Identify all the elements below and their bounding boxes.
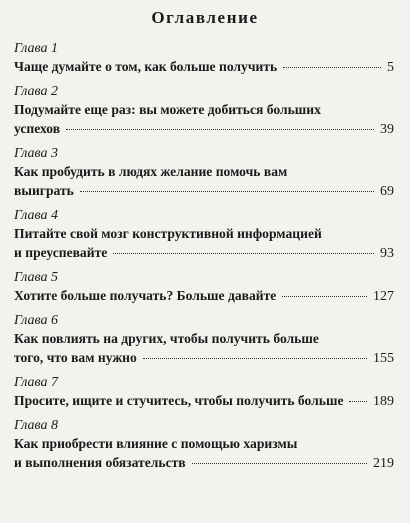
chapter-title: Как повлиять на других, чтобы получить больше: [14, 331, 319, 346]
toc-line: [14, 57, 396, 77]
chapter-title-continued: и преуспевайте: [14, 245, 108, 260]
chapter-label: Глава 5: [14, 270, 58, 285]
dot-leader: [192, 463, 367, 464]
dot-leader: [80, 191, 374, 192]
chapter-label: Глава 4: [14, 208, 58, 223]
dot-leader: [283, 67, 381, 68]
toc-title: Оглавление: [151, 8, 259, 27]
dot-leader: [66, 129, 374, 130]
page-number: 155: [373, 351, 394, 366]
toc-line: [14, 286, 396, 306]
toc-entry-2: [14, 83, 396, 139]
dot-leader: [143, 358, 367, 359]
toc-line: [14, 391, 396, 411]
page-number: 69: [380, 184, 394, 199]
toc-line: [14, 453, 396, 473]
page-number: 39: [380, 122, 394, 137]
dot-leader: [349, 401, 367, 402]
chapter-title: Как пробудить в людях желание помочь вам: [14, 164, 288, 179]
dot-leader: [113, 253, 374, 254]
toc-entry-1: [14, 40, 396, 77]
chapter-label: Глава 8: [14, 418, 58, 433]
chapter-title: Хотите больше получать? Больше давайте: [14, 288, 277, 303]
page-number: 127: [373, 289, 394, 304]
toc-line: [14, 181, 396, 201]
toc-entry-7: [14, 374, 396, 411]
chapter-title: Как приобрести влияние с помощью харизмы: [14, 436, 298, 451]
chapter-title-continued: выиграть: [14, 183, 74, 198]
toc-line: [14, 119, 396, 139]
chapter-title: Подумайте еще раз: вы можете добиться больших: [14, 102, 321, 117]
toc-entry-8: [14, 417, 396, 473]
toc-entry-4: [14, 207, 396, 263]
toc-line: [14, 348, 396, 368]
chapter-title-continued: успехов: [14, 121, 61, 136]
chapter-title: Чаще думайте о том, как больше получить: [14, 59, 278, 74]
page-number: 189: [373, 394, 394, 409]
toc-line: [14, 243, 396, 263]
page-number: 219: [373, 456, 394, 471]
chapter-label: Глава 6: [14, 313, 58, 328]
chapter-label: Глава 3: [14, 146, 58, 161]
chapter-label: Глава 1: [14, 41, 58, 56]
page-number: 93: [380, 246, 394, 261]
chapter-label: Глава 2: [14, 84, 58, 99]
dot-leader: [282, 296, 367, 297]
page-number: 5: [387, 60, 394, 75]
toc-entry-3: [14, 145, 396, 201]
toc-entry-6: [14, 312, 396, 368]
chapter-label: Глава 7: [14, 375, 58, 390]
chapter-title-continued: того, что вам нужно: [14, 350, 137, 365]
chapter-title: Просите, ищите и стучитесь, чтобы получить больше: [14, 393, 344, 408]
chapter-title: Питайте свой мозг конструктивной информацией: [14, 226, 322, 241]
chapter-title-continued: и выполнения обязательств: [14, 455, 186, 470]
toc-entry-5: [14, 269, 396, 306]
